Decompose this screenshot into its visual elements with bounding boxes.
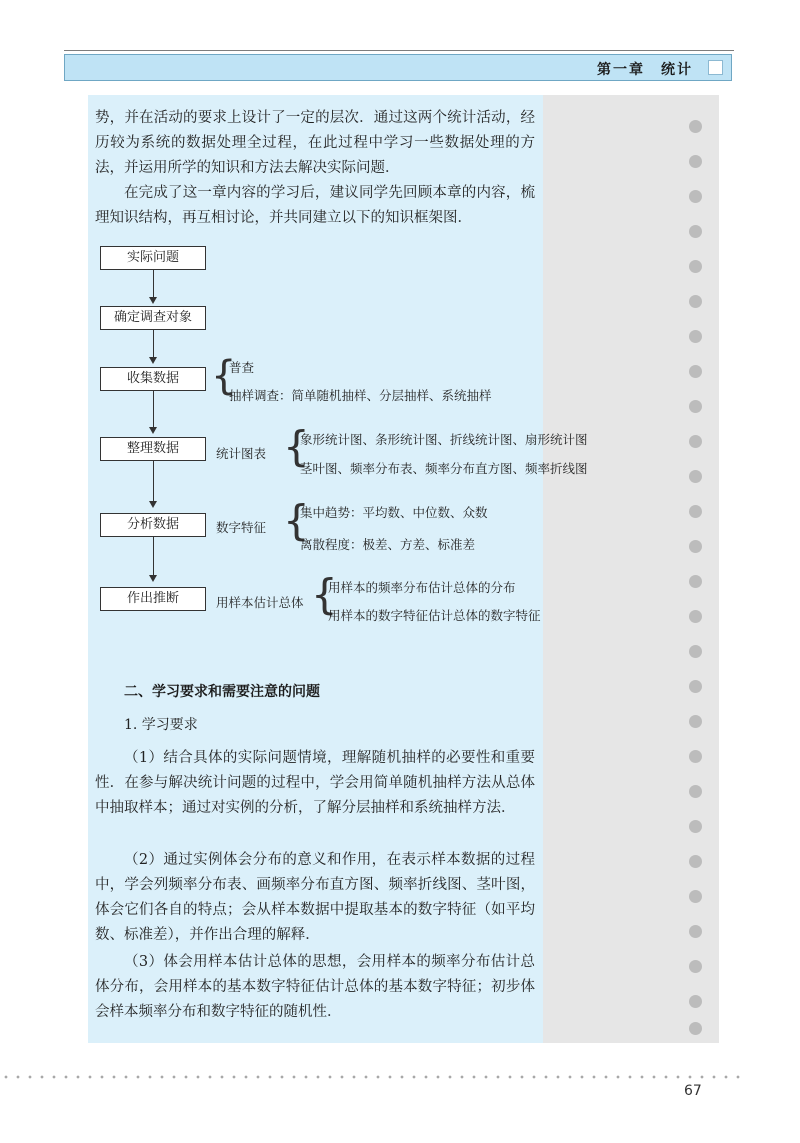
infer-features: 用样本的数字特征估计总体的数字特征 — [328, 608, 541, 623]
binder-hole-icon — [689, 330, 702, 343]
binder-hole-icon — [689, 365, 702, 378]
binder-hole-icon — [689, 575, 702, 588]
brace-icon: { — [283, 496, 310, 545]
step-box-analyze-data: 分析数据 — [100, 513, 206, 537]
binder-hole-icon — [689, 750, 702, 763]
binder-hole-icon — [689, 260, 702, 273]
arrow-down-icon — [149, 501, 157, 508]
step-box-survey-object: 确定调查对象 — [100, 306, 206, 330]
binder-hole-icon — [689, 1022, 702, 1035]
flow-connector — [153, 537, 154, 577]
chapter-header-bar — [64, 54, 732, 81]
binder-hole-icon — [689, 995, 702, 1008]
intro-paragraph-2: 在完成了这一章内容的学习后，建议同学先回顾本章的内容，梳理知识结构，再互相讨论，并共同建立以下的知识框架图． — [95, 185, 535, 226]
binder-hole-icon — [689, 680, 702, 693]
footer-dotted-rule — [0, 1075, 740, 1079]
arrow-down-icon — [149, 427, 157, 434]
brace-icon: { — [311, 570, 338, 619]
binder-hole-icon — [689, 435, 702, 448]
binder-hole-icon — [689, 295, 702, 308]
binder-hole-icon — [689, 890, 702, 903]
arrow-down-icon — [149, 575, 157, 582]
binder-hole-icon — [689, 505, 702, 518]
page-number: 67 — [684, 1083, 702, 1099]
binder-hole-icon — [689, 925, 702, 938]
binder-hole-icon — [689, 120, 702, 133]
flow-connector — [153, 270, 154, 299]
binder-hole-icon — [689, 960, 702, 973]
step-box-collect-data: 收集数据 — [100, 367, 206, 391]
section-heading: 二、学习要求和需要注意的问题 — [124, 684, 320, 700]
collect-census: 普查 — [229, 360, 255, 375]
chapter-title: 第一章 统计 — [597, 62, 693, 78]
binder-hole-icon — [689, 785, 702, 798]
organize-charts-2: 茎叶图、频率分布表、频率分布直方图、频率折线图 — [300, 461, 588, 476]
binder-hole-icon — [689, 155, 702, 168]
flow-connector — [153, 330, 154, 359]
requirement-paragraph-1: （1）结合具体的实际问题情境，理解随机抽样的必要性和重要性．在参与解决统计问题的过程中，学会用简单随机抽样方法从总体中抽取样本；通过对实例的分析，了解分层抽样和系统抽样方法． — [95, 750, 535, 816]
brace-icon: { — [283, 422, 310, 471]
binder-hole-icon — [689, 470, 702, 483]
binder-hole-icon — [689, 645, 702, 658]
intro-paragraph-1: 势，并在活动的要求上设计了一定的层次．通过这两个统计活动，经历较为系统的数据处理全过程，在此过程中学习一些数据处理的方法，并运用所学的知识和方法去解决实际问题． — [95, 110, 535, 176]
sub-heading: 1. 学习要求 — [124, 717, 198, 733]
organize-label: 统计图表 — [216, 446, 267, 461]
step-box-make-inference: 作出推断 — [100, 587, 206, 611]
binder-hole-icon — [689, 820, 702, 833]
requirement-paragraph-2: （2）通过实例体会分布的意义和作用，在表示样本数据的过程中，学会列频率分布表、画频率分布直方图、频率折线图、茎叶图，体会它们各自的特点；会从样本数据中提取基本的数字特征（如平均数、标准差），并作出合理的解释． — [95, 852, 535, 943]
binder-hole-icon — [689, 225, 702, 238]
analyze-dispersion: 离散程度：极差、方差、标准差 — [300, 537, 476, 552]
organize-charts-1: 象形统计图、条形统计图、折线统计图、扇形统计图 — [300, 432, 588, 447]
flow-connector — [153, 461, 154, 503]
binder-hole-icon — [689, 855, 702, 868]
header-square-icon — [708, 60, 723, 75]
step-box-organize-data: 整理数据 — [100, 437, 206, 461]
step-box-practical-problem: 实际问题 — [100, 246, 206, 270]
binder-hole-icon — [689, 715, 702, 728]
header-top-rule — [64, 50, 734, 51]
binder-hole-icon — [689, 400, 702, 413]
requirement-paragraph-3: （3）体会用样本估计总体的思想，会用样本的频率分布估计总体分布，会用样本的基本数字特征估计总体的基本数字特征；初步体会样本频率分布和数字特征的随机性． — [95, 954, 535, 1020]
analyze-central-tendency: 集中趋势：平均数、中位数、众数 — [300, 505, 488, 520]
binder-hole-icon — [689, 190, 702, 203]
analyze-label: 数字特征 — [216, 520, 267, 535]
collect-sampling: 抽样调查：简单随机抽样、分层抽样、系统抽样 — [229, 388, 492, 403]
brace-icon: { — [211, 353, 237, 399]
arrow-down-icon — [149, 357, 157, 364]
binder-hole-icon — [689, 540, 702, 553]
arrow-down-icon — [149, 297, 157, 304]
binder-hole-icon — [689, 610, 702, 623]
infer-distribution: 用样本的频率分布估计总体的分布 — [328, 580, 516, 595]
flow-connector — [153, 391, 154, 429]
infer-label: 用样本估计总体 — [216, 595, 304, 610]
